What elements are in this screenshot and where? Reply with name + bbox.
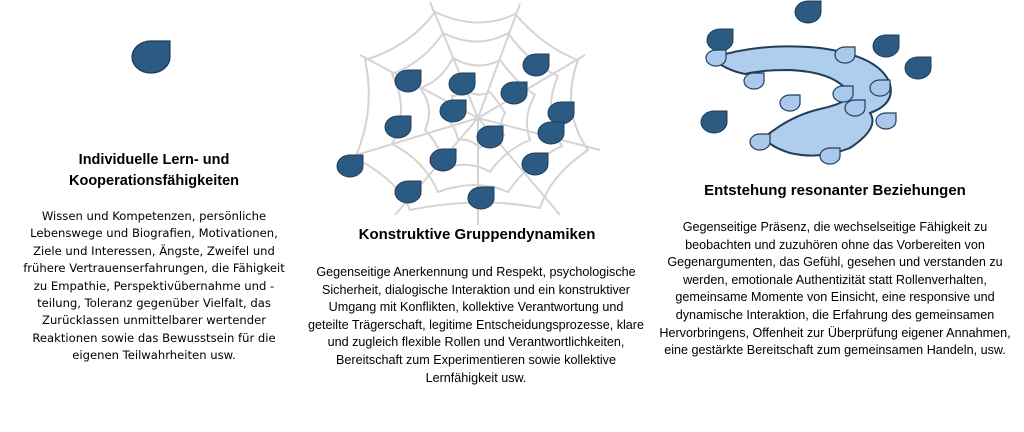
panel-3-title: Entstehung resonanter Beziehungen: [704, 182, 966, 199]
panel-2-text: Gegenseitige Anerkennung und Respekt, psychologische Sicherheit, dialogische Interaktion und ein konstruktiver Umgang mit Konflikten, kollektive Verantwortung und geteilte Trägerschaft, legitime Entscheidungsprozesse, klare und zugleich flexible Rollen und Verantwortlichkeiten, Bereitschaft zum Experimentieren sowie kollektive Lernfähigkeit usw.: [308, 265, 645, 385]
panel-1-title: Individuelle Lern- und Kooperationsfähigkeiten: [69, 152, 239, 189]
single-drop-icon: [132, 41, 170, 73]
panel-2-title: Konstruktive Gruppendynamiken: [358, 226, 596, 243]
panel-3-text: Gegenseitige Präsenz, die wechselseitige Fähigkeit zu beobachten und zuzuhören ohne das Vorbereiten von Gegenargumenten, das Gefühl, gesehen und verstanden zu werden, emotionale Authentizität statt Rollenverhalten, gemeinsame Momente von Einsicht, eine responsive und dynamische Interaktion, die Erfahrung des gemeinsamen Hervorbringens, Offenheit zur Überprüfung eigener Annahmen, eine gestärkte Bereitschaft zum gemeinsamen Handeln, usw.: [659, 220, 1011, 358]
panel-1-text: Wissen und Kompetenzen, persönliche Lebenswege und Biografien, Motivationen, Ziele und Interessen, Ängste, Zweifel und frühere Vertrauenserfahrungen, die Fähigkeit zu Empathie, Perspektivübernahme und -teilung, Toleranz gegenüber Vielfalt, das Zurücklassen unmittelbarer wertender Reaktionen sowie das Bewusstsein für die eigenen Teilwahrheiten usw.: [23, 209, 285, 363]
linked-network-icon: [701, 1, 931, 164]
